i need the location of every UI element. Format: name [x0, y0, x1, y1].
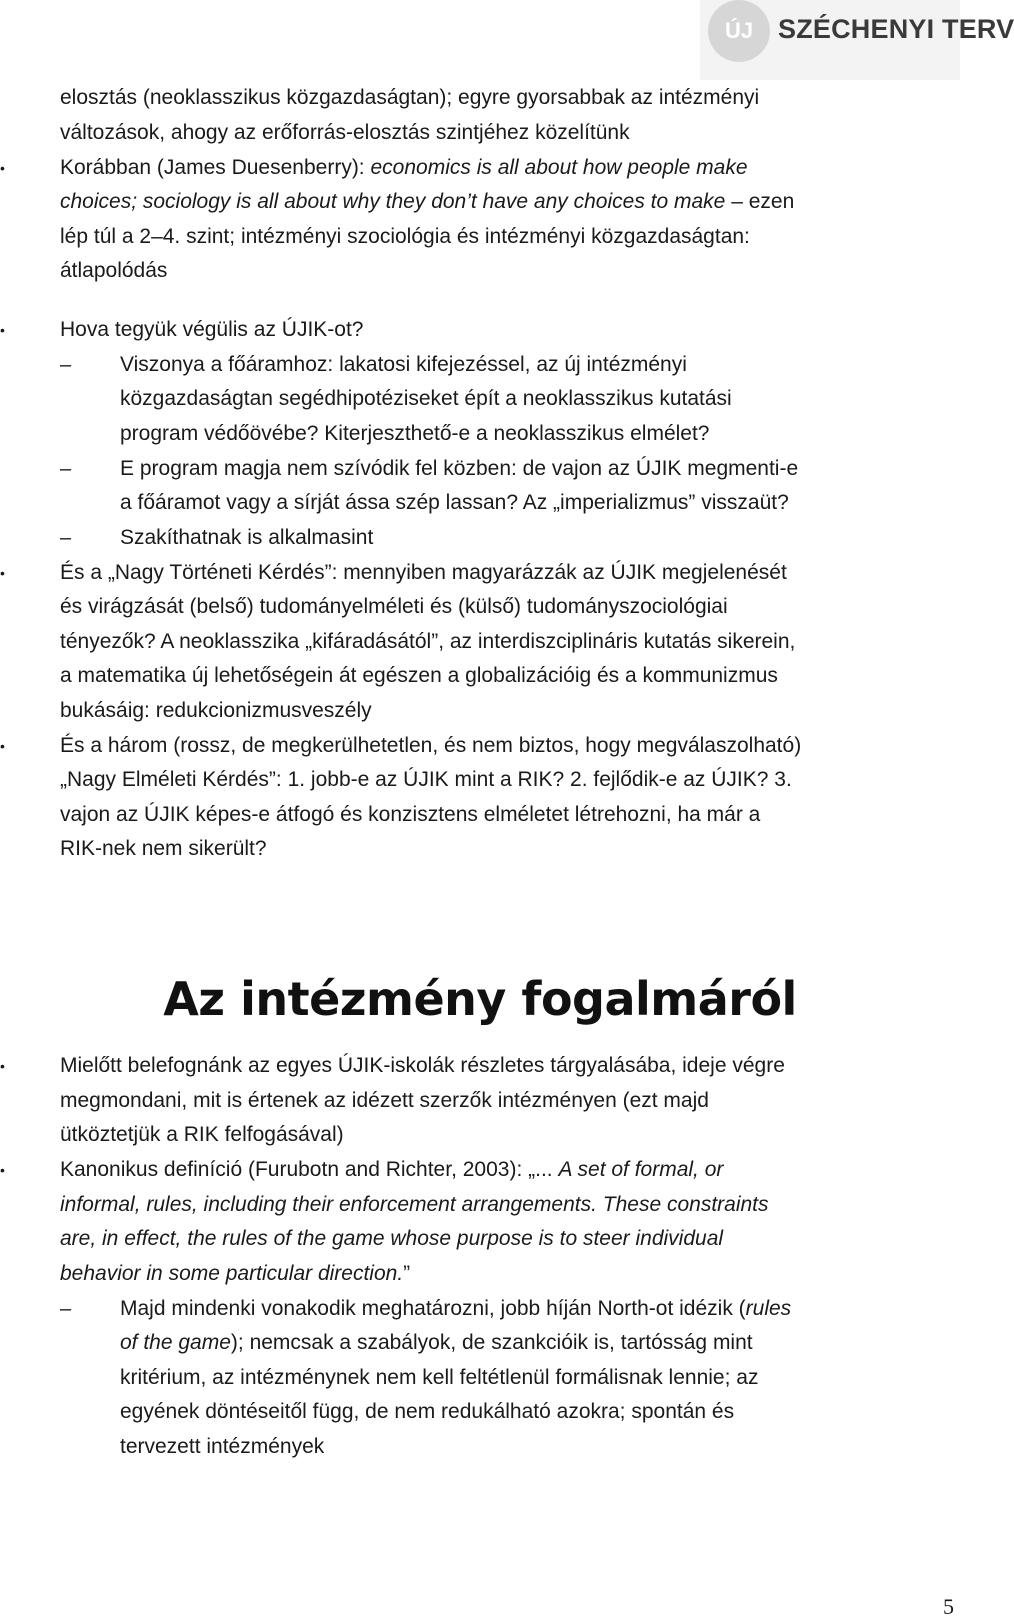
text-line: Majd mindenki vonakodik meghatározni, jobb híján North-ot idézik (rules — [120, 1297, 792, 1320]
text-line: elosztás (neoklasszikus közgazdaságtan); egyre gyorsabbak az intézményi — [60, 86, 760, 109]
text-line: egyének döntéseitől függ, de nem redukálható azokra; spontán és — [120, 1400, 735, 1423]
text-line: vajon az ÚJIK képes-e átfogó és konzisztens elméletet létrehozni, ha már a — [60, 803, 761, 826]
text-line: változások, ahogy az erőforrás-elosztás szintjéhez közelítünk — [60, 121, 630, 144]
dash-marker: – — [60, 527, 72, 549]
dash-marker: – — [60, 1298, 72, 1320]
text-line: „Nagy Elméleti Kérdés”: 1. jobb-e az ÚJIK mint a RIK? 2. fejlődik-e az ÚJIK? 3. — [60, 768, 792, 791]
bullet-dot: • — [0, 1162, 5, 1178]
text-line: Kanonikus definíció (Furubotn and Richter, 2003): „... A set of formal, or — [60, 1158, 724, 1181]
text-line: Korábban (James Duesenberry): economics is all about how people make — [60, 156, 748, 179]
page-number: 5 — [943, 1594, 954, 1619]
text-line: ütköztetjük a RIK felfogásával) — [60, 1123, 344, 1146]
bullet-dot: • — [0, 1058, 5, 1074]
dash-marker: – — [60, 354, 72, 376]
text-line: megmondani, mit is értenek az idézett szerzők intézményen (ezt majd — [60, 1089, 709, 1112]
text-line: közgazdaságtan segédhipotéziseket épít a neoklasszikus kutatási — [120, 387, 732, 410]
text-line: tényezők? A neoklasszika „kifáradásától”, az interdiszciplináris kutatás sikerein, — [60, 630, 796, 653]
text-line: RIK-nek nem sikerült? — [60, 837, 267, 860]
logo-name: SZÉCHENYI TERV — [778, 14, 1014, 44]
text-line: És a „Nagy Történeti Kérdés”: mennyiben magyarázzák az ÚJIK megjelenését — [60, 561, 787, 584]
text-line: are, in effect, the rules of the game whose purpose is to steer individual — [60, 1227, 724, 1250]
text-line: És a három (rossz, de megkerülhetetlen, és nem biztos, hogy megválaszolható) — [60, 734, 802, 757]
szechenyi-terv-logo — [700, 0, 1014, 80]
text-line: Hova tegyük végülis az ÚJIK-ot? — [60, 318, 364, 341]
text-line: lép túl a 2–4. szint; intézményi szociológia és intézményi közgazdaságtan: — [60, 225, 750, 248]
bullet-dot: • — [0, 738, 5, 754]
text-line: kritérium, az intézménynek nem kell feltétlenül formálisnak lennie; az — [120, 1366, 759, 1389]
text-line: program védőövébe? Kiterjeszthető-e a neoklasszikus elmélet? — [120, 422, 710, 445]
dash-marker: – — [60, 458, 72, 480]
logo-badge: ÚJ — [708, 0, 770, 62]
bullet-dot: • — [0, 160, 5, 176]
text-line: a matematika új lehetőségein át egészen a globalizációig és a kommunizmus — [60, 664, 778, 687]
text-line: E program magja nem szívódik fel közben: de vajon az ÚJIK megmenti-e — [120, 457, 799, 480]
text-line: behavior in some particular direction.” — [60, 1262, 411, 1285]
section-heading: Az intézmény fogalmáról — [163, 972, 797, 1026]
text-line: átlapolódás — [60, 259, 168, 282]
text-line: choices; sociology is all about why they don’t have any choices to make – ezen — [60, 190, 795, 213]
text-line: Szakíthatnak is alkalmasint — [120, 526, 374, 549]
text-line: a főáramot vagy a sírját ássa szép lassan? Az „imperializmus” visszaüt? — [120, 491, 789, 514]
text-line: és virágzását (belső) tudományelméleti és (külső) tudományszociológiai — [60, 595, 728, 618]
text-line: informal, rules, including their enforcement arrangements. These constraints — [60, 1193, 769, 1216]
text-line: of the game); nemcsak a szabályok, de szankcióik is, tartósság mint — [120, 1331, 753, 1354]
text-line: tervezett intézmények — [120, 1435, 325, 1458]
bullet-dot: • — [0, 565, 5, 581]
bullet-dot: • — [0, 322, 5, 338]
text-line: Mielőtt belefognánk az egyes ÚJIK-iskolák részletes tárgyalásába, ideje végre — [60, 1054, 785, 1077]
text-line: Viszonya a főáramhoz: lakatosi kifejezéssel, az új intézményi — [120, 353, 687, 376]
text-line: bukásáig: redukcionizmusveszély — [60, 699, 372, 722]
